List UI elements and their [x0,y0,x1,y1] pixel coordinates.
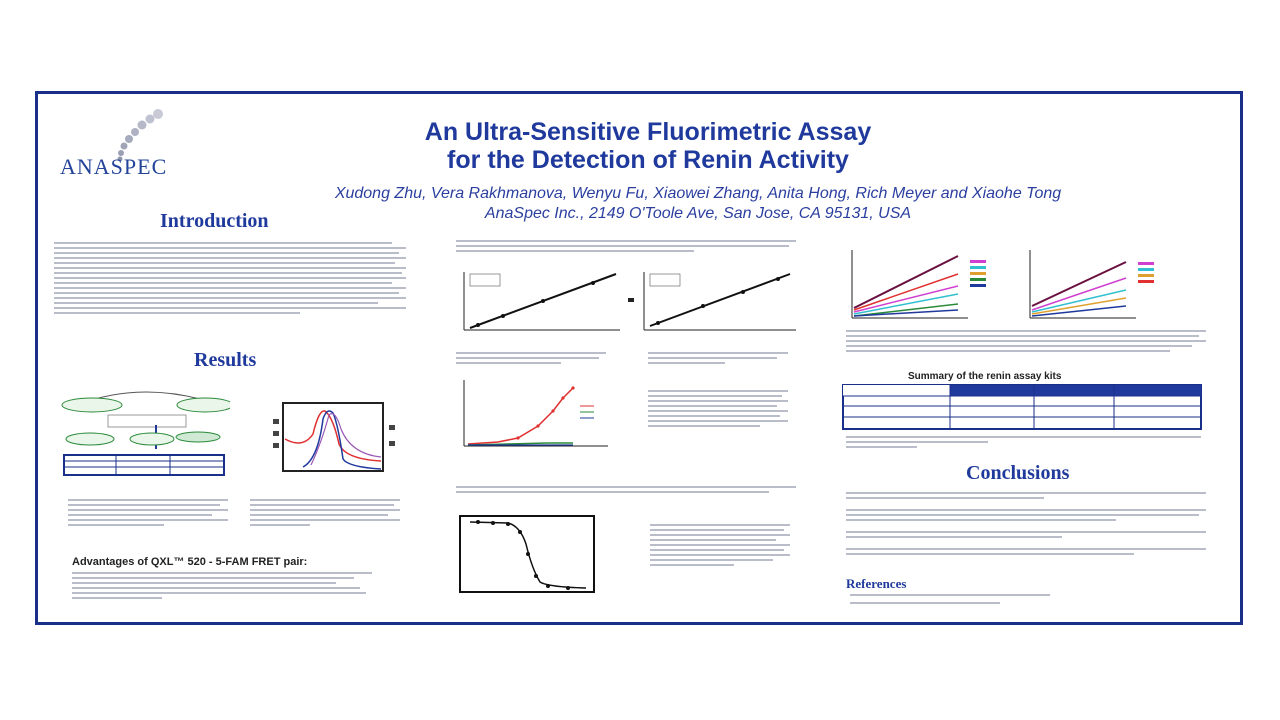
calibration-chart-a [448,268,623,334]
poster-title [268,118,1028,174]
figure-4-caption [648,390,788,427]
ic50-text [456,486,796,493]
affiliation: AnaSpec Inc., 2149 O'Toole Ave, San Jose, CA 95131, USA [484,205,912,222]
time-course-chart-b [1016,246,1166,322]
summary-heading: Summary of the renin assay kits [908,371,1062,382]
conclusions-list [846,492,1206,555]
table-footnotes [846,436,1201,448]
figure-5-caption [650,524,790,566]
calibration-chart-b [628,268,798,334]
introduction-heading: Introduction [160,210,269,232]
fret-assay-diagram [60,389,230,477]
advantages-list [72,572,372,599]
references-heading: References [846,576,907,591]
authors: Xudong Zhu, Vera Rakhmanova, Wenyu Fu, Xiaowei Zhang, Anita Hong, Rich Meyer and Xiaohe Tong [334,185,1062,202]
figure-1-caption [68,499,228,526]
figure-3a-caption [456,352,606,364]
references-list [850,594,1050,604]
results-heading: Results [194,349,257,371]
title-line-2: for the Detection of Renin Activity [447,146,849,174]
summary-table [842,384,1202,430]
title-line-1: An Ultra-Sensitive Fluorimetric Assay [424,118,872,146]
middle-intro-text [456,240,796,252]
figure-3b-caption [648,352,788,364]
authors-block [218,184,1178,224]
poster [35,91,1243,625]
figure-2-caption [250,499,400,526]
inhibition-curve-chart [458,514,598,596]
logo-text: ANASPEC [60,154,168,179]
conclusions-heading: Conclusions [966,462,1070,484]
advantages-heading: Advantages of QXL™ 520 - 5-FAM FRET pair: [72,556,308,568]
renin-kinetics-chart [448,376,618,450]
time-course-chart-a [838,246,998,322]
figure-6-caption [846,330,1206,352]
introduction-text [54,242,406,314]
spectra-chart [263,399,408,479]
